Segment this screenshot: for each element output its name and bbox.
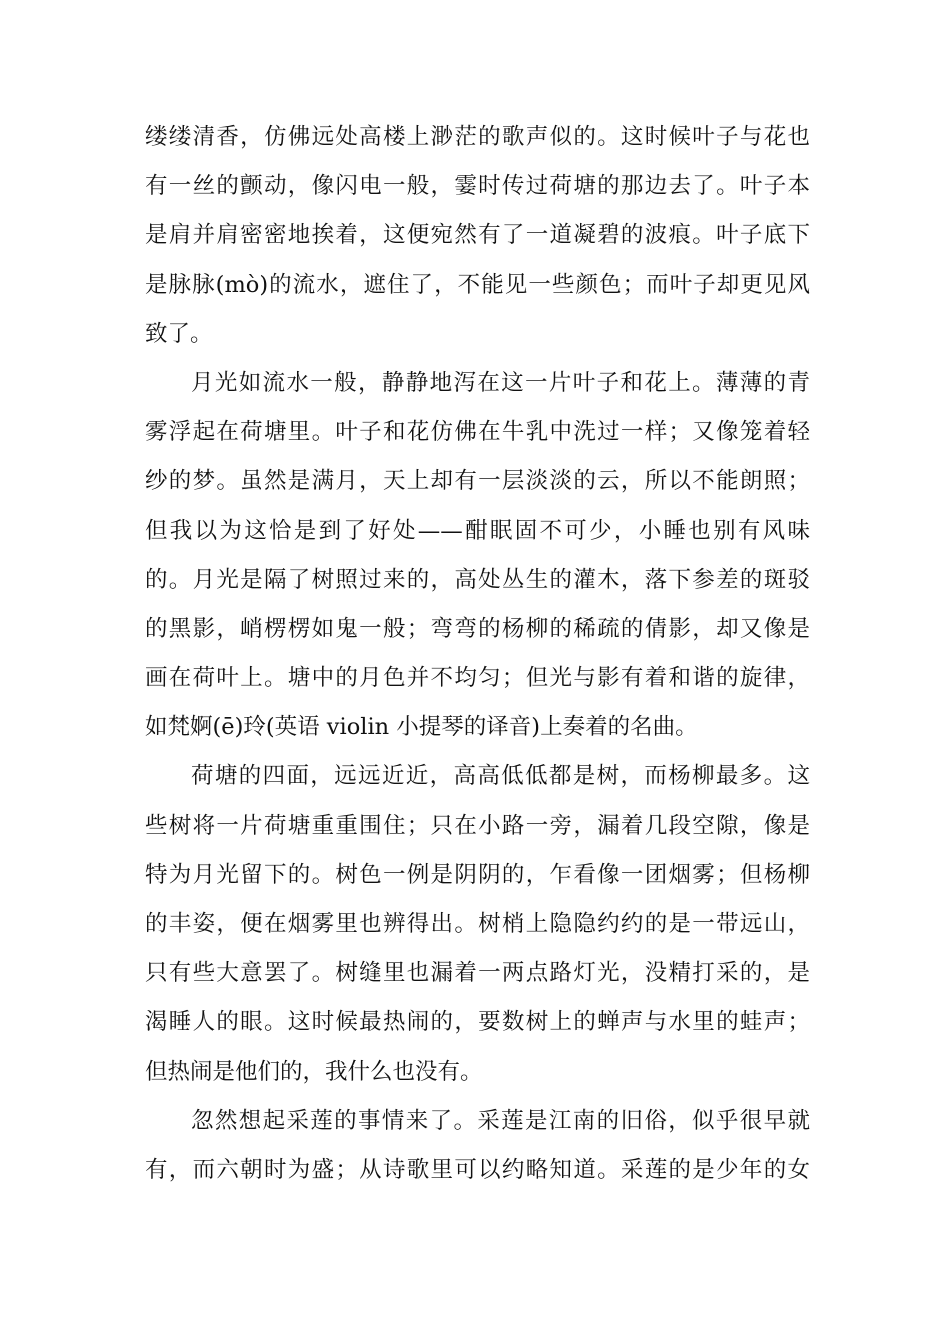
text-line: 画在荷叶上。塘中的月色并不均匀；但光与影有着和谐的旋律， <box>145 665 810 692</box>
text-line: 但热闹是他们的，我什么也没有。 <box>145 1058 483 1085</box>
text-line: 月光如流水一般，静静地泻在这一片叶子和花上。薄薄的青 <box>191 369 810 396</box>
text-line: 是脉脉(mò)的流水，遮住了，不能见一些颜色；而叶子却更见风 <box>145 271 810 298</box>
text-line: 有，而六朝时为盛；从诗歌里可以约略知道。采莲的是少年的女 <box>145 1156 810 1183</box>
text-line: 但我以为这恰是到了好处——酣眠固不可少，小睡也别有风味 <box>145 517 810 544</box>
text-line: 荷塘的四面，远远近近，高高低低都是树，而杨柳最多。这 <box>191 763 810 790</box>
text-line: 是肩并肩密密地挨着，这便宛然有了一道凝碧的波痕。叶子底下 <box>145 222 810 249</box>
text-line: 特为月光留下的。树色一例是阴阴的，乍看像一团烟雾；但杨柳 <box>145 861 810 888</box>
text-line: 如梵婀(ē)玲(英语 violin 小提琴的译音)上奏着的名曲。 <box>145 714 698 741</box>
text-line: 的。月光是隔了树照过来的，高处丛生的灌木，落下参差的斑驳 <box>145 566 810 593</box>
paragraph-4 <box>145 1097 810 1195</box>
text-line: 忽然想起采莲的事情来了。采莲是江南的旧俗，似乎很早就 <box>191 1107 810 1134</box>
paragraph-3 <box>145 752 810 1096</box>
text-line: 只有些大意罢了。树缝里也漏着一两点路灯光，没精打采的，是 <box>145 960 810 987</box>
text-line: 的黑影，峭楞楞如鬼一般；弯弯的杨柳的稀疏的倩影，却又像是 <box>145 615 810 642</box>
document-page <box>145 113 810 1195</box>
paragraph-1 <box>145 113 810 359</box>
text-line: 有一丝的颤动，像闪电一般，霎时传过荷塘的那边去了。叶子本 <box>145 173 810 200</box>
text-line: 纱的梦。虽然是满月，天上却有一层淡淡的云，所以不能朗照； <box>145 468 810 495</box>
text-line: 缕缕清香，仿佛远处高楼上渺茫的歌声似的。这时候叶子与花也 <box>145 124 810 150</box>
text-line: 的丰姿，便在烟雾里也辨得出。树梢上隐隐约约的是一带远山， <box>145 911 810 937</box>
text-line: 渴睡人的眼。这时候最热闹的，要数树上的蝉声与水里的蛙声； <box>145 1009 810 1036</box>
text-line: 些树将一片荷塘重重围住；只在小路一旁，漏着几段空隙，像是 <box>145 812 810 839</box>
paragraph-2 <box>145 359 810 753</box>
text-line: 雾浮起在荷塘里。叶子和花仿佛在牛乳中洗过一样；又像笼着轻 <box>145 419 810 446</box>
text-line: 致了。 <box>145 320 213 347</box>
